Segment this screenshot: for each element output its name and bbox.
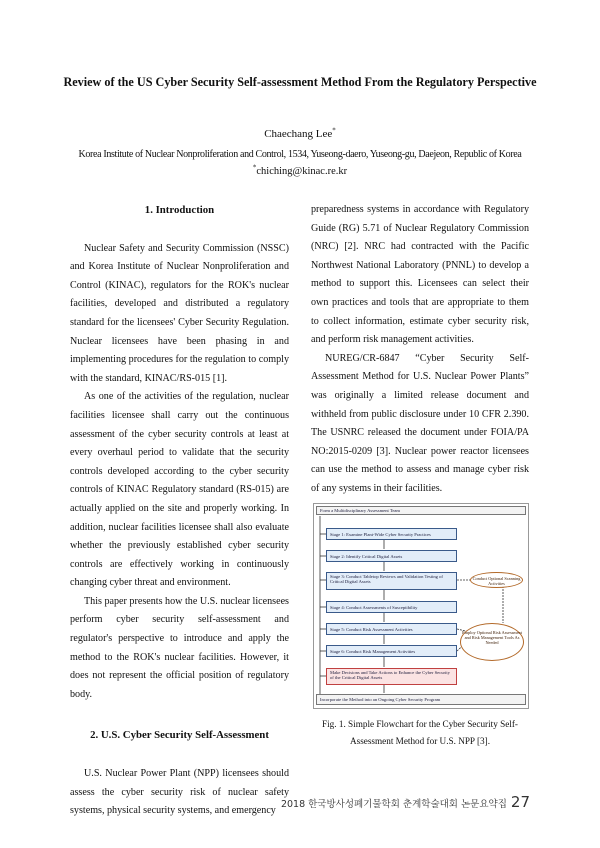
- section2-paragraph-1: U.S. Nuclear Power Plant (NPP) licensees should assess the cyber security risk of nuclear safety systems, physical security systems, and emergency: [70, 768, 289, 817]
- flow-stage-1: Stage 1: Examine Plant-Wide Cyber Security Practices: [326, 528, 457, 540]
- footer-text: 2018 한국방사성폐기물학회 춘계학술대회 논문요약집: [280, 799, 507, 810]
- left-column: [70, 201, 289, 821]
- section-heading-introduction: 1. Introduction: [144, 204, 215, 216]
- page-footer: [281, 793, 530, 811]
- page-number: 27: [510, 793, 530, 811]
- affiliation: Korea Institute of Nuclear Nonproliferation and Control, 1534, Yuseong-daero, Yuseong-gu, Daejeon, Republic of Korea: [78, 149, 522, 160]
- author-line: [0, 128, 600, 140]
- flow-node-decisions: Make Decisions and Take Actions to Enhance the Cyber Security of the Critical Digital Assets: [326, 668, 457, 685]
- flowchart-figure: [313, 503, 529, 709]
- flow-stage-4: Stage 4: Conduct Assessments of Susceptibility: [326, 601, 457, 613]
- section-heading-2: 2. U.S. Cyber Security Self-Assessment: [90, 729, 269, 742]
- email-mark: *: [252, 163, 257, 172]
- flow-stage-6: Stage 6: Conduct Risk Management Activities: [326, 645, 457, 657]
- intro-paragraph-2: As one of the activities of the regulation, nuclear facilities licensee shall carry out the continuous assessment of the cyber security controls at least at every overhaul period to validate that the security controls developed according to the cyber security controls of KINAC Regulatory standard (RS-015) are actually applied on the site and properly working. In addition, nuclear facilities licensee shall also evaluate whether the previously established cyber security controls are effectively working in continuously changing cyber threat and environment.: [70, 391, 289, 589]
- right-column: [311, 201, 529, 499]
- right-paragraph-1: preparedness systems in accordance with Regulatory Guide (RG) 5.71 of Nuclear Regulatory Commission (NRC) [2]. NRC had contracted with the Pacific Northwest National Laboratory (PNNL) to develop a method to support this. Licensees can select their own practices and tools that are appropriate to them to collect information, estimate cyber security risk, and perform risk management activities.: [311, 204, 529, 346]
- email-address: chiching@kinac.re.kr: [256, 166, 348, 177]
- paper-title: Review of the US Cyber Security Self-assessment Method From the Regulatory Perspective: [63, 75, 537, 89]
- flow-stage-2: Stage 2: Identify Critical Digital Assets: [326, 550, 457, 562]
- flow-node-incorporate: Incorporate the Method into an Ongoing Cyber Security Program: [316, 694, 526, 705]
- flow-note-risk-tools: Employ Optional Risk Assessment and Risk Management Tools As Needed: [460, 623, 524, 661]
- author-mark: *: [332, 126, 336, 135]
- intro-paragraph-3: This paper presents how the U.S. nuclear licensees perform cyber security self-assessment and regulator's perspective to introduce and apply the method to the ROK's nuclear facilities. However, it does not represent the official position of regulatory body.: [70, 595, 289, 700]
- intro-paragraph-1: Nuclear Safety and Security Commission (NSSC) and Korea Institute of Nuclear Nonproliferation and Control (KINAC), regulators for the ROK's nuclear facilities, developed and distributed a regulatory standard for the licensees' Cyber Security Regulation. Nuclear licensees have been phasing in and implementing procedures for the regulation to comply with the standard, KINAC/RS-015 [1].: [70, 242, 289, 384]
- flow-stage-3: Stage 3: Conduct Tabletop Reviews and Validation Testing of Critical Digital Assets: [326, 572, 457, 590]
- email-line: [0, 163, 600, 177]
- right-paragraph-2: NUREG/CR-6847 “Cyber Security Self-Assessment Method for U.S. Nuclear Power Plants” was originally a limited release document and withheld from public disclosure under 10 CFR 2.390. The USNRC released the document under FOIA/PA NO:2015-0209 [3]. Nuclear power reactor licensees can use the method to assess and manage cyber risk of any systems in their facilities.: [311, 352, 529, 494]
- flow-stage-5: Stage 5: Conduct Risk Assessment Activities: [326, 623, 457, 635]
- author-name: Chaechang Lee: [264, 128, 333, 140]
- flow-note-scanning: Conduct Optional Scanning Activities: [470, 572, 523, 588]
- flow-node-form-team: Form a Multidisciplinary Assessment Team: [316, 506, 526, 515]
- figure-caption: Fig. 1. Simple Flowchart for the Cyber Security Self-Assessment Method for U.S. NPP [3].: [322, 719, 518, 746]
